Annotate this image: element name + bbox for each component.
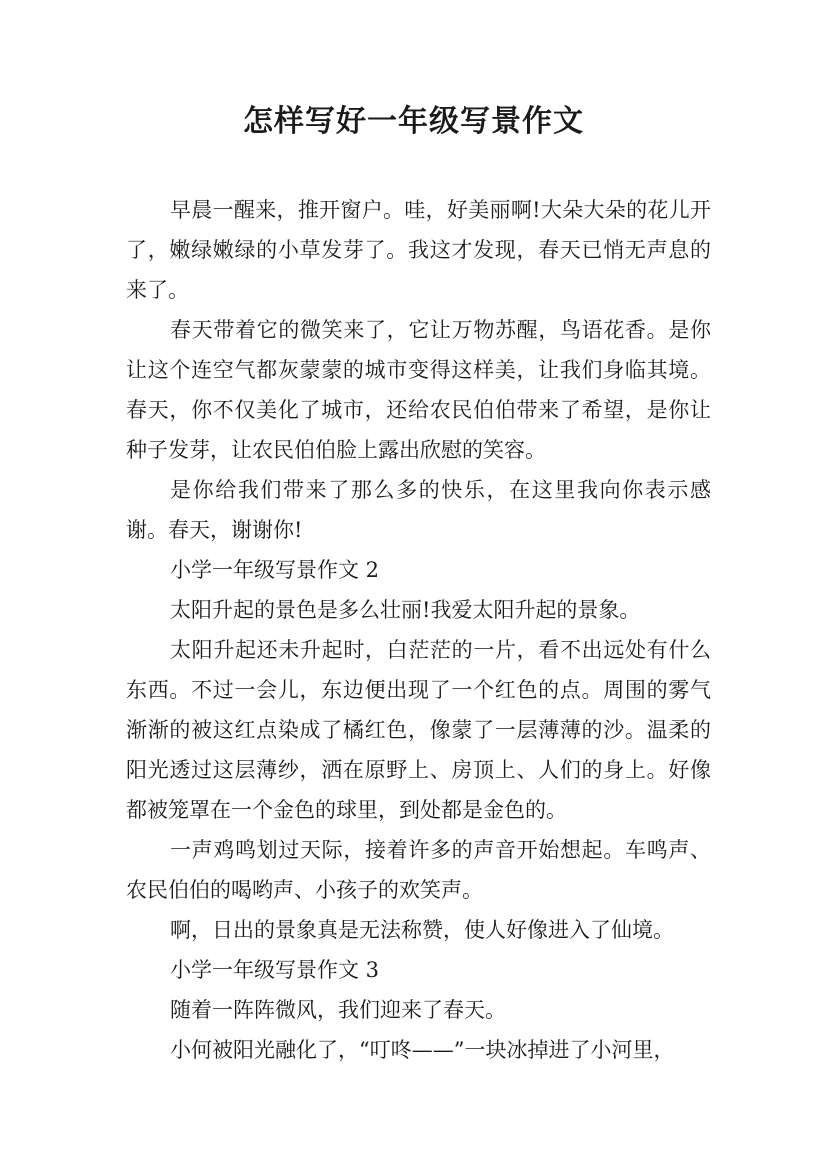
paragraph: 随着一阵阵微风，我们迎来了春天。 [170,998,506,1022]
paragraph: 太阳升起的景色是多么壮丽!我爱太阳升起的景象。 [170,598,641,622]
paragraph: 春天带着它的微笑来了，它让万物苏醒，鸟语花香。是你让这个连空气都灰蒙蒙的城市变得这样美，让我们身临其境。春天，你不仅美化了城市，还给农民伯伯带来了希望，是你让种子发芽，让农民伯伯脸上露出欣慰的笑容。 [126,318,711,462]
paragraph: 早晨一醒来，推开窗户。哇，好美丽啊!大朵大朵的花儿开了，嫩绿嫩绿的小草发芽了。我这才发现，春天已悄无声息的来了。 [126,198,711,302]
paragraph: 太阳升起还未升起时，白茫茫的一片，看不出远处有什么东西。不过一会儿，东边便出现了一个红色的点。周围的雾气渐渐的被这红点染成了橘红色，像蒙了一层薄薄的沙。温柔的阳光透过这层薄纱，洒在原野上、房顶上、人们的身上。好像都被笼罩在一个金色的球里，到处都是金色的。 [126,638,711,822]
paragraph: 一声鸡鸣划过天际，接着许多的声音开始想起。车鸣声、农民伯伯的喝哟声、小孩子的欢笑声。 [126,838,711,902]
paragraph: 小何被阳光融化了，“叮咚——”一块冰掉进了小河里， [170,1038,675,1062]
document-body [126,190,711,1070]
paragraph: 是你给我们带来了那么多的快乐，在这里我向你表示感谢。春天，谢谢你! [126,478,711,542]
document-title: 怎样写好一年级写景作文 [243,104,584,139]
section-heading: 小学一年级写景作文 3 [170,958,380,982]
paragraph: 啊，日出的景象真是无法称赞，使人好像进入了仙境。 [170,918,674,942]
section-heading: 小学一年级写景作文 2 [170,558,380,582]
